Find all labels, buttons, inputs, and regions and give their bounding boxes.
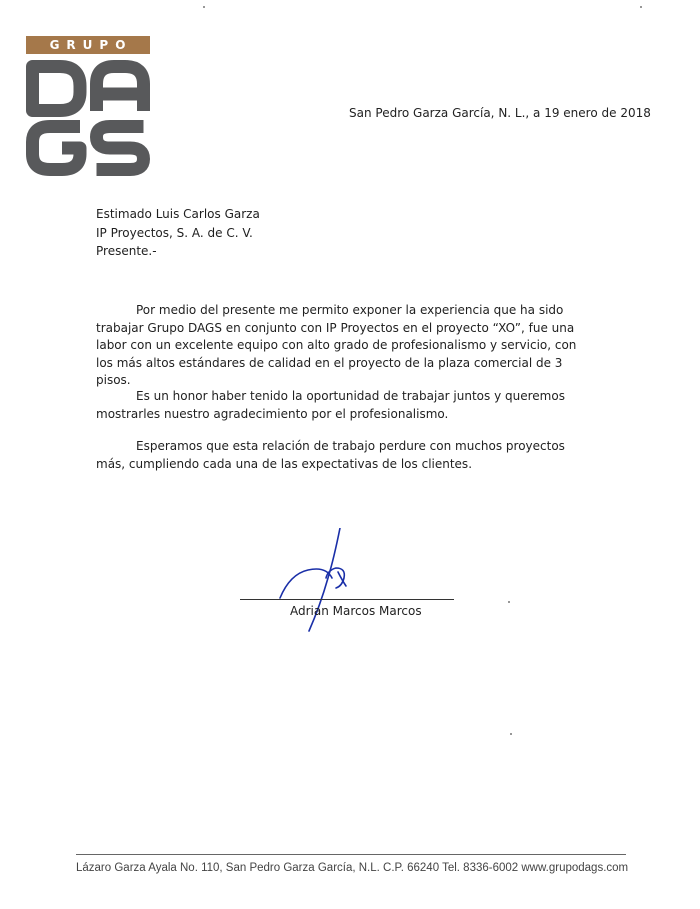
footer-divider	[76, 854, 626, 855]
scan-speck	[508, 601, 510, 603]
handwritten-signature	[246, 528, 356, 638]
signer-name: Adrian Marcos Marcos	[290, 604, 422, 618]
paragraph-text: Es un honor haber tenido la oportunidad de trabajar juntos y queremos mostrarles nuestro agradecimiento por el profesionalismo.	[96, 389, 565, 421]
body-paragraph-2	[96, 388, 596, 423]
paragraph-text: Esperamos que esta relación de trabajo perdure con muchos proyectos más, cumpliendo cada una de las expectativas de los clientes.	[96, 439, 565, 471]
grupo-dags-logo	[26, 36, 150, 176]
addressee-name: Estimado Luis Carlos Garza	[96, 207, 260, 221]
footer-address: Lázaro Garza Ayala No. 110, San Pedro Garza García, N.L. C.P. 66240 Tel. 8336-6002 www.grupodags.com	[76, 862, 629, 874]
addressee-salutation: Presente.-	[96, 244, 157, 258]
body-paragraph-1	[96, 302, 596, 390]
logo-dags-letters	[26, 60, 150, 176]
addressee-company: IP Proyectos, S. A. de C. V.	[96, 225, 253, 240]
scan-speck	[203, 6, 205, 8]
signature-line	[240, 599, 454, 600]
scan-speck	[510, 733, 512, 735]
letter-date: San Pedro Garza García, N. L., a 19 enero de 2018	[349, 106, 651, 120]
paragraph-text: Por medio del presente me permito exponer la experiencia que ha sido trabajar Grupo DAGS en conjunto con IP Proyectos en el proyecto “XO”, fue una labor con un excelente equipo con alto grado de profesionalismo y servicio, con los más altos estándares de calidad en el proyecto de la plaza comercial de 3 pisos.	[96, 303, 577, 387]
logo-grupo-bar: GRUPO	[26, 36, 150, 54]
body-paragraph-3	[96, 438, 596, 473]
addressee-block	[96, 205, 260, 261]
scan-speck	[640, 6, 642, 8]
